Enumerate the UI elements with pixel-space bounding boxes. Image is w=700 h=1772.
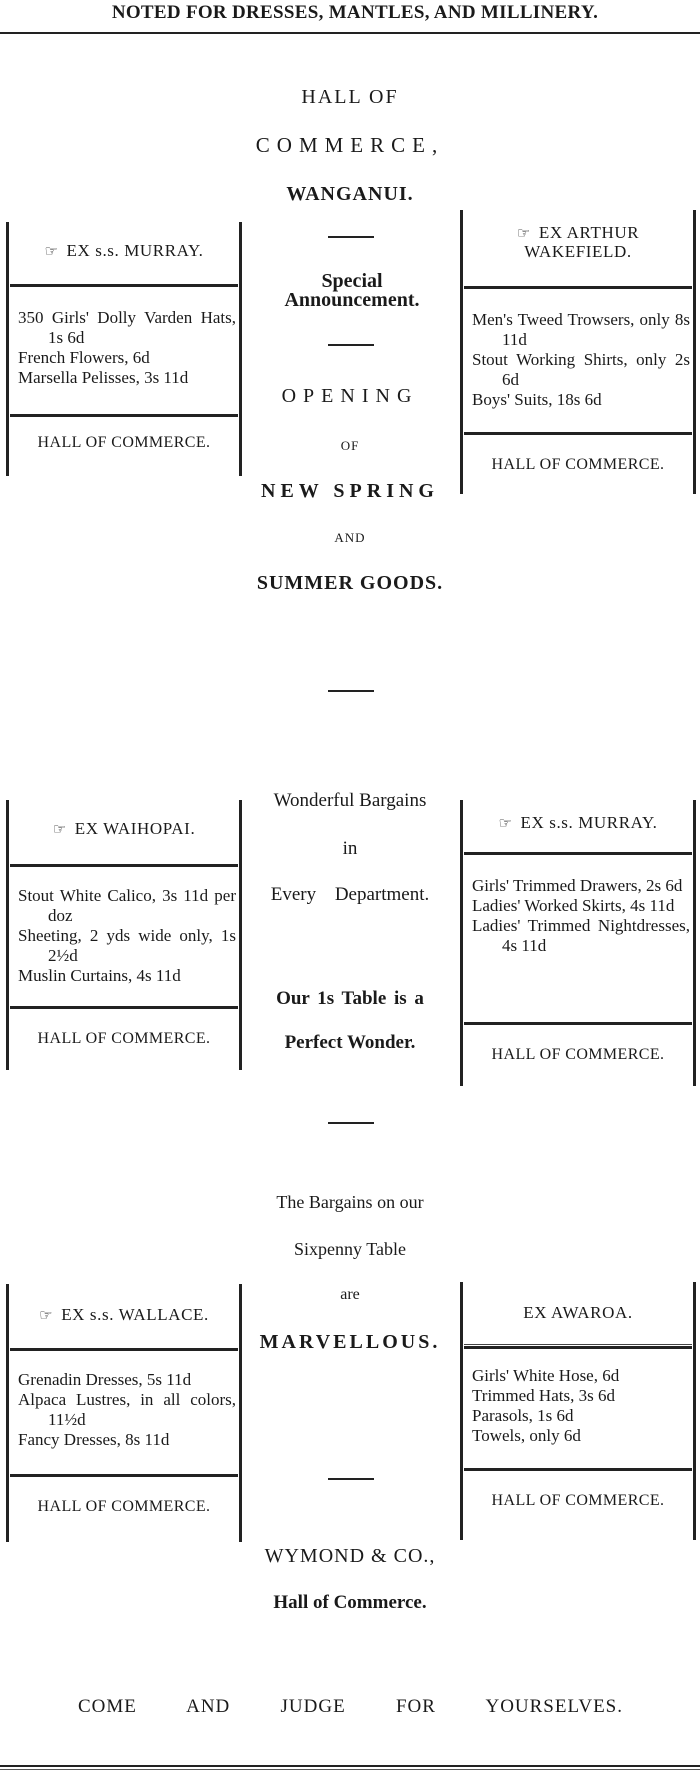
perfect-wonder-text: Perfect Wonder.	[284, 1032, 416, 1053]
box-ex-murray-2	[460, 800, 696, 1086]
box-rule	[10, 284, 238, 287]
box-item-list	[472, 310, 690, 410]
box-heading-text: EX ARTHUR WAKEFIELD.	[524, 223, 640, 261]
box-item-list	[18, 886, 236, 986]
box-rule	[10, 414, 238, 417]
come-and-judge-text: COME AND JUDGE FOR YOURSELVES.	[78, 1696, 623, 1717]
box-heading-text: EX s.s. WALLACE.	[61, 1305, 209, 1324]
pointing-hand-icon: ☞	[52, 822, 67, 838]
box-ex-murray-1	[6, 222, 242, 476]
list-item: Marsella Pelisses, 3s 11d	[18, 368, 189, 387]
dash-divider	[328, 344, 374, 346]
box-footer: HALL OF COMMERCE.	[37, 1498, 211, 1515]
box-left-border	[460, 800, 463, 1086]
box-rule	[464, 1022, 692, 1025]
list-item: Fancy Dresses, 8s 11d	[18, 1430, 170, 1449]
header-line: NOTED FOR DRESSES, MANTLES, AND MILLINERY.	[111, 2, 599, 23]
dash-divider	[328, 1478, 374, 1480]
marvellous-text: MARVELLOUS.	[259, 1331, 441, 1353]
header-rule	[0, 32, 700, 34]
box-heading: EX AWAROA.	[523, 1303, 633, 1322]
hall-of-title: HALL OF	[301, 86, 399, 108]
box-rule	[464, 286, 692, 289]
box-ex-waihopai	[6, 800, 242, 1070]
list-item: Stout White Calico, 3s 11d per doz	[18, 886, 236, 925]
list-item: 350 Girls' Dolly Varden Hats, 1s 6d	[18, 308, 236, 347]
box-heading-text: EX s.s. MURRAY.	[520, 813, 658, 832]
box-heading	[6, 1306, 242, 1325]
list-item: Sheeting, 2 yds wide only, 1s 2½d	[18, 926, 236, 965]
hall-of-commerce-text: Hall of Commerce.	[273, 1592, 427, 1613]
box-ex-awaroa	[460, 1282, 696, 1540]
list-item: Muslin Curtains, 4s 11d	[18, 966, 181, 985]
dash-divider	[328, 236, 374, 238]
pointing-hand-icon: ☞	[516, 226, 531, 242]
list-item: Parasols, 1s 6d	[472, 1406, 574, 1425]
wanganui-title: WANGANUI.	[286, 183, 414, 205]
box-heading	[6, 242, 242, 261]
box-item-list	[18, 1370, 236, 1450]
dash-divider	[328, 690, 374, 692]
box-rule	[10, 1006, 238, 1009]
footer-rule	[0, 1765, 700, 1767]
box-footer: HALL OF COMMERCE.	[491, 1492, 665, 1509]
wonderful-bargains-text: Wonderful Bargains	[273, 790, 427, 811]
list-item: Alpaca Lustres, in all colors, 11½d	[18, 1390, 236, 1429]
box-heading	[460, 814, 696, 833]
of-text: OF	[340, 438, 360, 453]
list-item: Stout Working Shirts, only 2s 6d	[472, 350, 690, 389]
box-heading-text: EX WAIHOPAI.	[74, 819, 196, 838]
list-item: Girls' White Hose, 6d	[472, 1366, 620, 1385]
box-heading	[6, 820, 242, 839]
box-heading-text: EX s.s. MURRAY.	[66, 241, 204, 260]
wymond-text: WYMOND & CO.,	[264, 1545, 436, 1567]
are-text: are	[340, 1286, 360, 1303]
box-footer: HALL OF COMMERCE.	[491, 456, 665, 473]
and-text: AND	[334, 530, 366, 545]
sixpenny-table-text: Sixpenny Table	[294, 1239, 406, 1259]
box-rule	[10, 1474, 238, 1477]
box-rule	[464, 1468, 692, 1471]
list-item: Ladies' Worked Skirts, 4s 11d	[472, 896, 675, 915]
pointing-hand-icon: ☞	[44, 244, 59, 260]
box-item-list	[18, 308, 236, 388]
footer-rule-thin	[0, 1769, 700, 1770]
list-item: Men's Tweed Trowsers, only 8s 11d	[472, 310, 690, 349]
box-rule	[464, 432, 692, 435]
in-text: in	[342, 838, 358, 859]
dash-divider	[328, 1122, 374, 1124]
pointing-hand-icon: ☞	[39, 1308, 54, 1324]
box-ex-arthur-wakefield	[460, 210, 696, 494]
every-department-text: Every Department.	[270, 884, 430, 905]
bargains-text: The Bargains on our	[276, 1192, 424, 1212]
box-rule	[464, 852, 692, 855]
box-footer: HALL OF COMMERCE.	[491, 1046, 665, 1063]
box-footer: HALL OF COMMERCE.	[37, 1030, 211, 1047]
box-footer: HALL OF COMMERCE.	[37, 434, 211, 451]
box-rule	[10, 864, 238, 867]
special-announcement: Special Announcement.	[284, 270, 420, 311]
commerce-title: COMMERCE,	[255, 133, 445, 157]
box-item-list	[472, 876, 690, 956]
box-rule	[464, 1344, 692, 1345]
box-rule	[464, 1346, 692, 1349]
box-rule	[10, 1348, 238, 1351]
pointing-hand-icon: ☞	[498, 816, 513, 832]
list-item: Towels, only 6d	[472, 1426, 581, 1445]
box-ex-wallace	[6, 1284, 242, 1542]
box-right-border	[693, 800, 696, 1086]
list-item: Grenadin Dresses, 5s 11d	[18, 1370, 192, 1389]
box-heading	[460, 224, 696, 261]
summer-goods-text: SUMMER GOODS.	[256, 572, 444, 594]
opening-text: OPENING	[281, 385, 419, 407]
list-item: Ladies' Trimmed Nightdresses, 4s 11d	[472, 916, 690, 955]
box-item-list	[472, 1366, 690, 1446]
list-item: Boys' Suits, 18s 6d	[472, 390, 602, 409]
list-item: French Flowers, 6d	[18, 348, 150, 367]
new-spring-text: NEW SPRING	[261, 480, 439, 502]
one-shilling-table-text: Our 1s Table is a	[276, 988, 424, 1009]
list-item: Trimmed Hats, 3s 6d	[472, 1386, 615, 1405]
list-item: Girls' Trimmed Drawers, 2s 6d	[472, 876, 683, 895]
